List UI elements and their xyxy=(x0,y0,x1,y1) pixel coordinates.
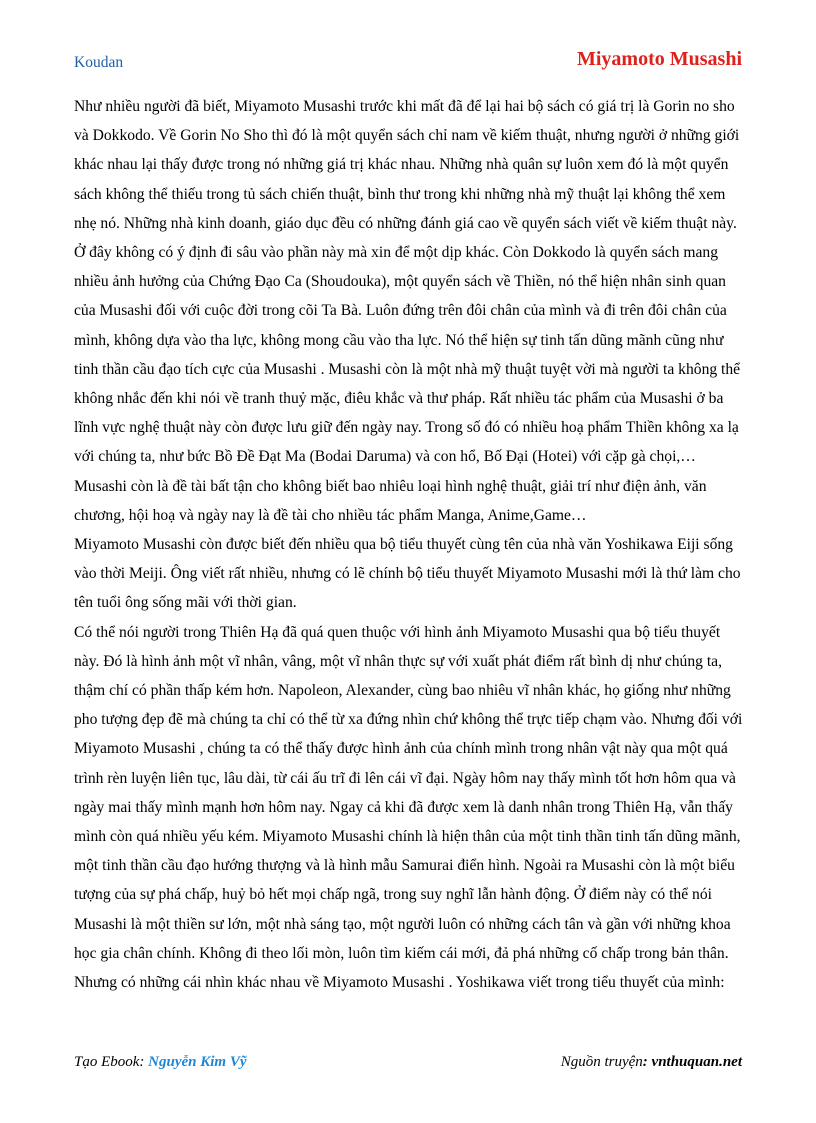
header-title: Miyamoto Musashi xyxy=(577,48,742,70)
paragraph-1: Như nhiều người đã biết, Miyamoto Musashi trước khi mất đã để lại hai bộ sách có giá trị là Gorin no sho và Dokkodo. Về Gorin No Sho thì đó là một quyển sách chỉ nam về kiếm thuật, nhưng người ở những giới khác nhau lại thấy được trong nó những giá trị khác nhau. Những nhà quân sự luôn xem đó là một quyển sách không thể thiếu trong tủ sách chiến thuật, bình thư trong khi những nhà mỹ thuật lại không thể xem nhẹ nó. Những nhà kinh doanh, giáo dục đều có những đánh giá cao về quyển sách viết về kiếm thuật này. Ở đây không có ý định đi sâu vào phần này mà xin để một dịp khác. Còn Dokkodo là quyển sách mang nhiều ảnh hưởng của Chứng Đạo Ca (Shoudouka), một quyển sách về Thiền, nó thể hiện nhân sinh quan của Musashi đối với cuộc đời trong cõi Ta Bà. Luôn đứng trên đôi chân của mình và đi trên đôi chân của mình, không dựa vào tha lực, không mong cầu vào tha lực. Nó thể hiện sự tinh tấn dũng mãnh cũng như tinh thần cầu đạo tích cực của Musashi . Musashi còn là một nhà mỹ thuật tuyệt vời mà người ta không thể không nhắc đến khi nói về tranh thuỷ mặc, điêu khắc và thư pháp. Rất nhiều tác phẩm của Musashi ở ba lĩnh vực nghệ thuật này còn được lưu giữ đến ngày nay. Trong số đó có nhiều hoạ phẩm Thiền không xa lạ với chúng ta, như bức Bồ Đề Đạt Ma (Bodai Daruma) và con hổ, Bố Đại (Hotei) với cặp gà chọi,… Musashi còn là đề tài bất tận cho không biết bao nhiêu loại hình nghệ thuật, giải trí như điện ảnh, văn chương, hội hoạ và ngày nay là đề tài cho nhiều tác phẩm Manga, Anime,Game… xyxy=(74,98,741,524)
paragraph-2: Miyamoto Musashi còn được biết đến nhiều qua bộ tiểu thuyết cùng tên của nhà văn Yoshikawa Eiji sống vào thời Meiji. Ông viết rất nhiều, nhưng có lẽ chính bộ tiểu thuyết Miyamoto Musashi mới là thứ làm cho tên tuổi ông sống mãi với thời gian. xyxy=(74,536,741,612)
credit-label: Tạo Ebook xyxy=(74,1054,140,1070)
source-separator: : xyxy=(642,1054,652,1070)
paragraph-3: Có thể nói người trong Thiên Hạ đã quá quen thuộc với hình ảnh Miyamoto Musashi qua bộ tiểu thuyết này. Đó là hình ảnh một vĩ nhân, vâng, một vĩ nhân thực sự với xuất phát điểm rất bình dị như chúng ta, thậm chí có phần thấp kém hơn. Napoleon, Alexander, cùng bao nhiêu vĩ nhân khác, họ giống như những pho tượng đẹp đẽ mà chúng ta chỉ có thể từ xa đứng nhìn chứ không thể trực tiếp chạm vào. Nhưng đối với Miyamoto Musashi , chúng ta có thể thấy được hình ảnh của chính mình trong nhân vật này qua một quá trình rèn luyện liên tục, lâu dài, từ cái ấu trĩ đi lên cái vĩ đại. Ngày hôm nay thấy mình tốt hơn hôm qua và ngày mai thấy mình mạnh hơn hôm nay. Ngay cả khi đã được xem là danh nhân trong Thiên Hạ, vẫn thấy mình còn quá nhiều yếu kém. Miyamoto Musashi chính là hiện thân của một tinh thần tinh tấn dũng mãnh, một tinh thần cầu đạo hướng thượng và là hình mẫu Samurai điển hình. Ngoài ra Musashi còn là một biểu tượng của sự phá chấp, huỷ bỏ hết mọi chấp ngã, trong suy nghĩ lẫn hành động. Ở điểm này có thể nói Musashi là một thiền sư lớn, một nhà sáng tạo, một người luôn có những cách tân và gần với những khoa học gia chân chính. Không đi theo lối mòn, luôn tìm kiếm cái mới, đả phá những cố chấp trong bản thân. xyxy=(74,623,743,962)
page-footer xyxy=(74,1054,742,1078)
credit-name: Nguyễn Kim Vỹ xyxy=(148,1054,247,1070)
paragraph-4: Nhưng có những cái nhìn khác nhau về Miyamoto Musashi . Yoshikawa viết trong tiểu thuyết của mình: xyxy=(74,974,725,992)
page-body xyxy=(74,92,746,997)
source-label: Nguồn truyện xyxy=(560,1054,643,1070)
credit-separator: : xyxy=(139,1054,149,1070)
source-name: vnthuquan.net xyxy=(651,1054,742,1070)
ebook-credit xyxy=(74,1054,247,1071)
source-credit xyxy=(561,1054,742,1071)
page-header xyxy=(74,48,742,78)
header-left-text: Koudan xyxy=(74,54,124,71)
